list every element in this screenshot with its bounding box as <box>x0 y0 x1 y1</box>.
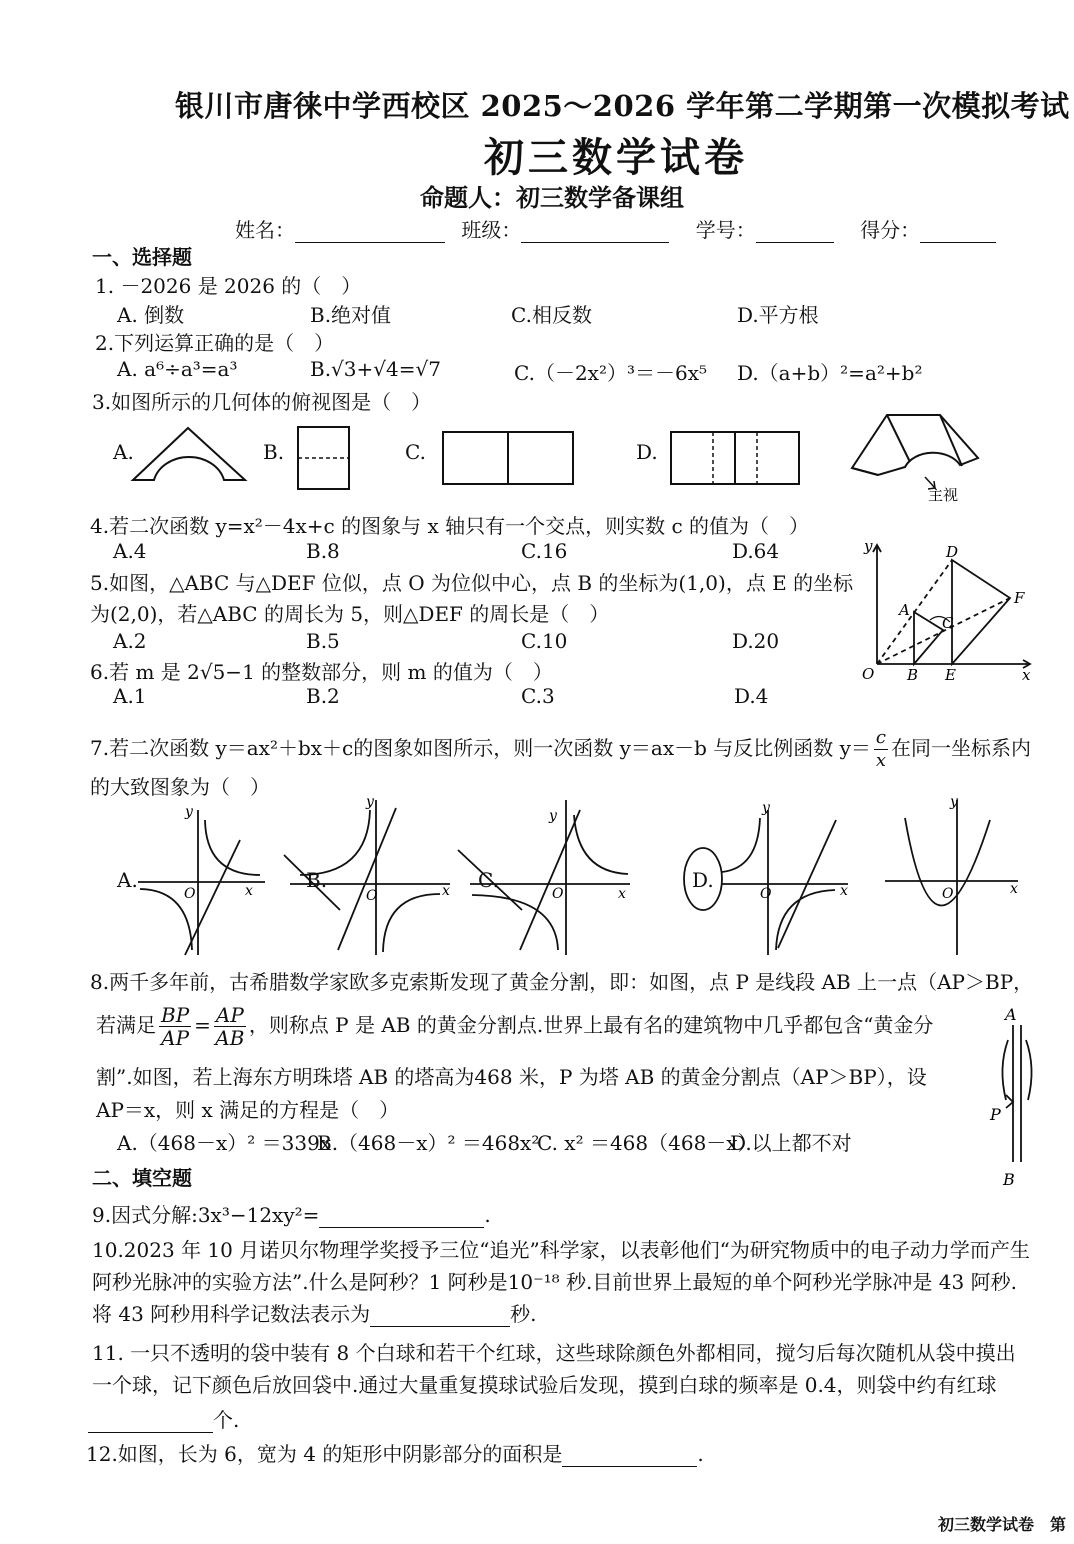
q11-answer-blank[interactable] <box>88 1414 213 1433</box>
q7-option-b: B. <box>306 868 328 892</box>
q4-option-b: B.8 <box>306 539 340 563</box>
section-2-title: 二、填空题 <box>92 1166 192 1190</box>
q11-line3-text: 个. <box>213 1408 240 1432</box>
q10-answer-blank[interactable] <box>370 1308 510 1327</box>
fig5-o: O <box>862 665 875 683</box>
q8-stem-line1: 8.两千多年前，古希腊数学家欧多克索斯发现了黄金分割，即：如图，点 P 是线段 AB 上一点（AP＞BP， <box>90 970 1034 994</box>
q3-stem: 3.如图所示的几何体的俯视图是（ ） <box>92 390 432 414</box>
q5-option-c: C.10 <box>521 629 568 653</box>
q11-line2: 一个球，记下颜色后放回袋中.通过大量重复摸球试验后发现，摸到白球的频率是 0.4，则袋中约有红球 <box>92 1373 997 1397</box>
author-line: 命题人：初三数学备课组 <box>420 183 684 212</box>
q7-option-c: C. <box>478 868 499 892</box>
q7c-y: y <box>549 808 557 824</box>
q1-option-c: C.相反数 <box>511 303 592 327</box>
q4-option-d: D.64 <box>732 539 780 563</box>
q9 <box>92 1199 491 1228</box>
fig5-x: x <box>1022 666 1031 684</box>
fig5-f: F <box>1014 589 1025 607</box>
page-footer: 初三数学试卷 第 <box>938 1515 1067 1534</box>
q4-stem: 4.若二次函数 y=x²－4x+c 的图象与 x 轴只有一个交点，则实数 c 的值为（ ） <box>90 514 810 538</box>
exam-subtitle: 初三数学试卷 <box>484 134 748 181</box>
q1-option-a: A. 倒数 <box>117 303 185 327</box>
q7-option-d: D. <box>692 868 714 892</box>
q6-option-a: A.1 <box>113 684 147 708</box>
q8-option-b: B.（468－x）² ＝468x² <box>317 1131 540 1155</box>
q7d-x: x <box>840 883 848 899</box>
q8-option-c: C. x² ＝468（468－x） <box>537 1131 758 1155</box>
fig5-a: A <box>899 601 910 619</box>
q10-line3a: 将 43 阿秒用科学记数法表示为 <box>92 1302 371 1326</box>
q10-line3b: 秒. <box>510 1302 537 1326</box>
q6-stem: 6.若 m 是 2√5−1 的整数部分，则 m 的值为（ ） <box>90 660 553 684</box>
q7p-x: x <box>1010 881 1018 897</box>
q7a-o: O <box>184 886 196 902</box>
q5-option-d: D.20 <box>732 629 780 653</box>
q8-frac1-den: AP <box>161 1026 190 1050</box>
q7d-y: y <box>762 800 770 816</box>
q6-option-b: B.2 <box>306 684 340 708</box>
q7b-y: y <box>366 794 374 810</box>
q5-option-b: B.5 <box>306 629 340 653</box>
q8-frac1-num: BP <box>161 1003 190 1027</box>
q10-line2: 阿秒光脉冲的实验方法”.什么是阿秒？1 阿秒是10⁻¹⁸ 秒.目前世界上最短的单个阿秒光学脉冲是 43 阿秒. <box>92 1270 1017 1294</box>
q1-option-b: B.绝对值 <box>310 303 392 327</box>
q10-line1: 10.2023 年 10 月诺贝尔物理学奖授予三位“追光”科学家，以表彰他们“为研究物质中的电子动力学而产生 <box>92 1238 1030 1262</box>
name-label: 姓名： <box>235 218 295 242</box>
q7-frac-den: x <box>875 750 887 771</box>
fig5-c: C <box>942 614 954 632</box>
q5-option-a: A.2 <box>113 629 147 653</box>
fig5-e: E <box>945 666 956 684</box>
q7b-o: O <box>366 888 378 904</box>
q8-stem-line3: 割”.如图，若上海东方明珠塔 AB 的塔高为468 米，P 为塔 AB 的黄金分割点（AP＞BP），设 <box>96 1065 927 1089</box>
q8-stem-line4: AP＝x，则 x 满足的方程是（ ） <box>96 1098 400 1122</box>
fig8-p: P <box>990 1105 1001 1124</box>
q8-stem2b: ，则称点 P 是 AB 的黄金分割点.世界上最有名的建筑物中几乎都包含“黄金分 <box>248 1013 934 1037</box>
q2-option-b: B.√3+√4=√7 <box>310 357 441 381</box>
q8-frac2-num: AP <box>215 1003 244 1027</box>
section-1-title: 一、选择题 <box>92 245 192 269</box>
q2-option-c: C.（－2x²）³＝－6x⁵ <box>514 361 708 385</box>
class-label: 班级： <box>461 218 522 242</box>
q8-frac2-den: AB <box>215 1026 245 1050</box>
score-label: 得分： <box>860 218 921 242</box>
q7-stem-b: 在同一坐标系内 <box>891 736 1032 760</box>
q3-option-a: A. <box>113 440 134 464</box>
q6-option-c: C.3 <box>521 684 555 708</box>
q4-option-a: A.4 <box>113 539 147 563</box>
fig5-d: D <box>946 543 959 561</box>
q7c-o: O <box>552 886 564 902</box>
q8-eq: = <box>194 1013 211 1037</box>
q11-line3 <box>88 1404 239 1433</box>
q10-line3 <box>92 1298 537 1327</box>
id-label: 学号： <box>695 218 756 242</box>
q7-frac-num: c <box>875 727 887 748</box>
q8-option-d: D.以上都不对 <box>730 1131 852 1155</box>
q12-stem: 12.如图，长为 6，宽为 4 的矩形中阴影部分的面积是 <box>86 1442 563 1466</box>
fig5-y: y <box>864 537 873 555</box>
q9-answer-blank[interactable] <box>319 1209 484 1228</box>
q7c-x: x <box>618 886 626 902</box>
fig8-a: A <box>1005 1005 1017 1024</box>
q2-stem: 2.下列运算正确的是（ ） <box>95 331 335 355</box>
q1-option-d: D.平方根 <box>737 303 819 327</box>
q2-option-a: A. a⁶÷a³=a³ <box>117 357 238 381</box>
q7a-y: y <box>185 804 193 820</box>
q9-stem: 9.因式分解:3x³−12xy²= <box>92 1203 320 1227</box>
exam-title: 银川市唐徕中学西校区 2025～2026 学年第二学期第一次模拟考试 <box>175 89 1070 123</box>
q5-stem-line1: 5.如图，△ABC 与△DEF 位似，点 O 为位似中心，点 B 的坐标为(1,0)，点 E 的坐标 <box>90 571 854 595</box>
q3-option-c: C. <box>405 440 426 464</box>
fig8-b: B <box>1003 1170 1015 1189</box>
fig5-b: B <box>907 666 919 684</box>
q8-stem2a: 若满足 <box>96 1013 156 1037</box>
q7a-x: x <box>245 883 253 899</box>
q11-line1: 11. 一只不透明的袋中装有 8 个白球和若干个红球，这些球除颜色外都相同，搅匀后每次随机从袋中摸出 <box>92 1341 1016 1365</box>
q1-stem: 1. －2026 是 2026 的（ ） <box>95 274 362 298</box>
q7p-y: y <box>950 794 958 810</box>
q7-option-a: A. <box>117 868 138 892</box>
q12-tail: . <box>697 1442 704 1466</box>
q3-option-d: D. <box>636 440 658 464</box>
q12 <box>86 1438 704 1467</box>
q3-option-b: B. <box>263 440 285 464</box>
q7-stem-a: 7.若二次函数 y＝ax²＋bx＋c的图象如图所示，则一次函数 y＝ax－b 与反比例函数 y＝ <box>90 736 871 760</box>
q6-option-d: D.4 <box>734 684 769 708</box>
q7b-x: x <box>442 883 450 899</box>
q2-option-d: D.（a+b）²=a²+b² <box>737 361 923 385</box>
q3-view-label: 主视 <box>928 486 959 504</box>
q7p-o: O <box>942 886 954 902</box>
q5-stem-line2: 为(2,0)，若△ABC 的周长为 5，则△DEF 的周长是（ ） <box>90 602 610 626</box>
q7-stem-line2: 的大致图象为（ ） <box>90 775 270 799</box>
q9-tail: . <box>484 1203 491 1227</box>
q12-answer-blank[interactable] <box>562 1448 697 1467</box>
q7d-o: O <box>760 886 772 902</box>
q4-option-c: C.16 <box>521 539 568 563</box>
q8-option-a: A.（468－x）² ＝339x <box>117 1131 332 1155</box>
